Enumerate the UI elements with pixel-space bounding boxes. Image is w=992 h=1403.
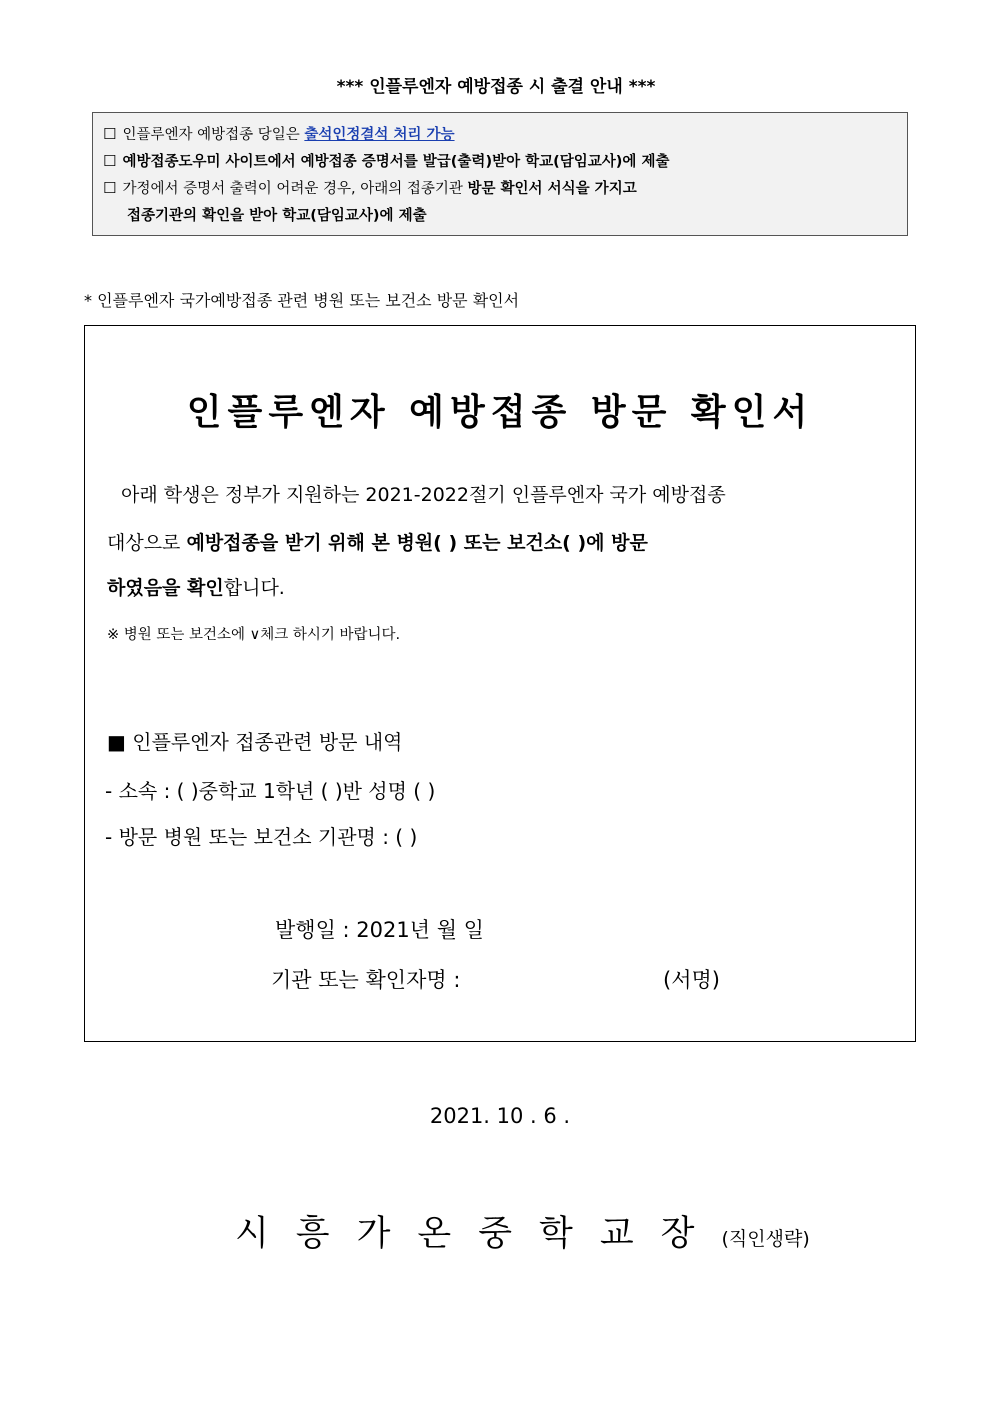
form-para-line-2-pre: 대상으로	[107, 532, 187, 554]
principal-name: 시흥가온중학교장	[235, 1214, 722, 1254]
notice-line-1-text: 인플루엔자 예방접종 당일은	[122, 127, 305, 143]
form-title: 인플루엔자 예방접종 방문 확인서	[186, 392, 814, 433]
form-para-line-3-post: 합니다.	[223, 577, 285, 599]
attendance-link[interactable]: 출석인정결석 처리 가능	[304, 127, 455, 143]
notice-line-2	[103, 150, 670, 171]
principal-signature	[235, 1206, 810, 1256]
reference-label: * 인플루엔자 국가예방접종 관련 병원 또는 보건소 방문 확인서	[84, 291, 520, 310]
section-title: ■ 인플루엔자 접종관련 방문 내역	[107, 730, 403, 754]
visit-confirmation-form	[84, 325, 916, 1042]
page-title: *** 인플루엔자 예방접종 시 출결 안내 ***	[336, 77, 656, 97]
issue-date: 발행일 : 2021년 월 일	[275, 918, 484, 942]
institution-row: - 방문 병원 또는 보건소 기관명 : ( )	[105, 825, 418, 849]
form-para-line-2	[107, 528, 648, 555]
document-date: 2021. 10 . 6 .	[429, 1104, 571, 1128]
notice-line-3-bold: 방문 확인서 서식을 가지고	[467, 181, 637, 197]
form-para-line-2-bold: 예방접종을 받기 위해 본 병원( ) 또는 보건소( )에 방문	[186, 532, 648, 554]
form-para-line-3	[107, 573, 285, 600]
notice-line-3-text: 가정에서 증명서 출력이 어려운 경우, 아래의 접종기관	[122, 181, 468, 197]
form-note: ※ 병원 또는 보건소에 ∨체크 하시기 바랍니다.	[107, 627, 401, 643]
signature-mark: (서명)	[663, 968, 720, 992]
student-info-row: - 소속 : ( )중학교 1학년 ( )반 성명 ( )	[105, 779, 436, 803]
form-para-line-1: 아래 학생은 정부가 지원하는 2021-2022절기 인플루엔자 국가 예방접종	[121, 484, 726, 506]
seal-note: (직인생략)	[721, 1228, 810, 1250]
notice-line-3	[103, 177, 637, 198]
checkbox-icon: ☐	[103, 125, 117, 143]
signer-label: 기관 또는 확인자명 :	[271, 968, 461, 992]
notice-line-1	[103, 123, 455, 144]
notice-line-4: 접종기관의 확인을 받아 학교(담임교사)에 제출	[127, 208, 427, 224]
form-para-line-3-bold: 하였음을 확인	[107, 577, 224, 599]
notice-line-2-text: 예방접종도우미 사이트에서 예방접종 증명서를 발급(출력)받아 학교(담임교사)에 제출	[122, 154, 670, 170]
notice-box	[92, 112, 908, 236]
checkbox-icon: ☐	[103, 152, 117, 170]
checkbox-icon: ☐	[103, 179, 117, 197]
